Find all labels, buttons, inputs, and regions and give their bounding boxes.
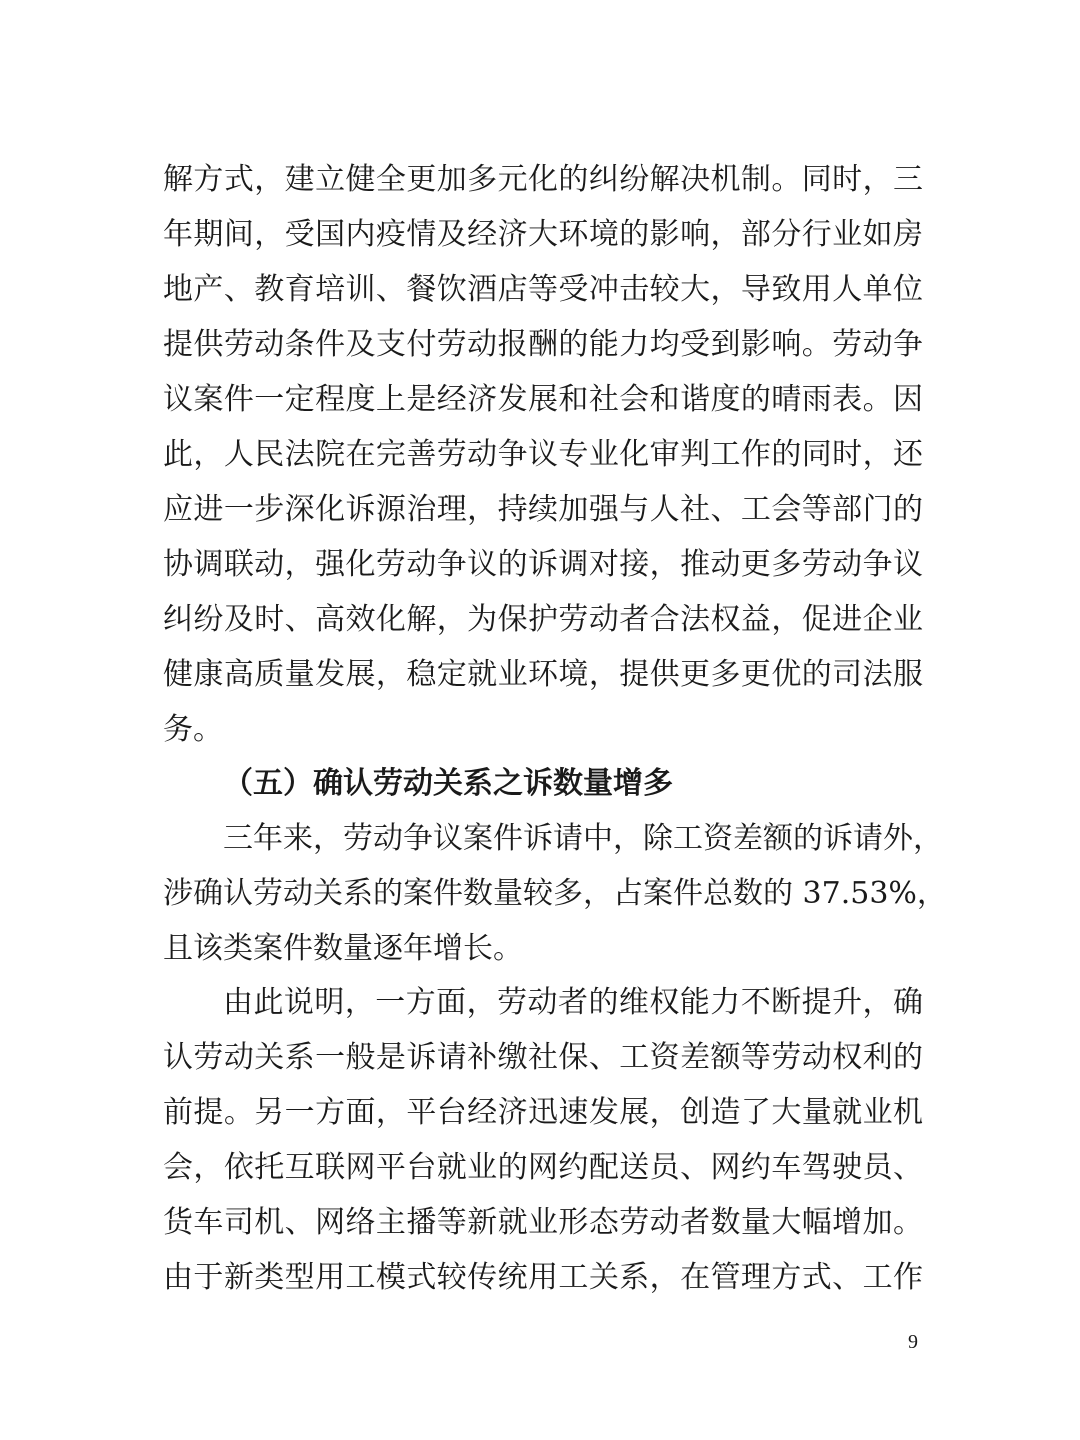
text-line: 议案件一定程度上是经济发展和社会和谐度的晴雨表。因 <box>163 382 923 417</box>
text-line: 应进一步深化诉源治理，持续加强与人社、工会等部门的 <box>163 492 923 527</box>
text-line: 会，依托互联网平台就业的网约配送员、网约车驾驶员、 <box>163 1150 923 1185</box>
page-number: 9 <box>908 1331 918 1353</box>
paragraph-platform-economy <box>163 975 923 1305</box>
text-line: 年期间，受国内疫情及经济大环境的影响，部分行业如房 <box>163 217 923 252</box>
text-line: 货车司机、网络主播等新就业形态劳动者数量大幅增加。 <box>163 1205 923 1240</box>
text-line: 此，人民法院在完善劳动争议专业化审判工作的同时，还 <box>163 437 923 472</box>
text-line: 地产、教育培训、餐饮酒店等受冲击较大，导致用人单位 <box>163 272 923 307</box>
text-line: 由于新类型用工模式较传统用工关系，在管理方式、工作 <box>163 1260 923 1295</box>
text-line: 由此说明，一方面，劳动者的维权能力不断提升，确 <box>223 985 923 1020</box>
text-line: 认劳动关系一般是诉请补缴社保、工资差额等劳动权利的 <box>163 1040 923 1075</box>
text-line: 务。 <box>163 712 223 747</box>
text-line: 涉确认劳动关系的案件数量较多，占案件总数的 37.53%， <box>163 876 947 911</box>
text-line: 纠纷及时、高效化解，为保护劳动者合法权益，促进企业 <box>163 602 923 637</box>
paragraph-dispute-resolution <box>163 152 923 757</box>
text-line: 协调联动，强化劳动争议的诉调对接，推动更多劳动争议 <box>163 547 923 582</box>
text-line: 三年来，劳动争议案件诉请中，除工资差额的诉请外， <box>223 821 943 856</box>
text-line: 健康高质量发展，稳定就业环境，提供更多更优的司法服 <box>163 657 923 692</box>
text-line: 且该类案件数量逐年增长。 <box>163 931 523 966</box>
text-line: 前提。另一方面，平台经济迅速发展，创造了大量就业机 <box>163 1095 923 1130</box>
text-line: 解方式，建立健全更加多元化的纠纷解决机制。同时，三 <box>163 162 923 197</box>
paragraph-labor-relation-statistics <box>163 811 947 976</box>
text-line: 提供劳动条件及支付劳动报酬的能力均受到影响。劳动争 <box>163 327 923 362</box>
section-heading: （五）确认劳动关系之诉数量增多 <box>223 766 673 801</box>
